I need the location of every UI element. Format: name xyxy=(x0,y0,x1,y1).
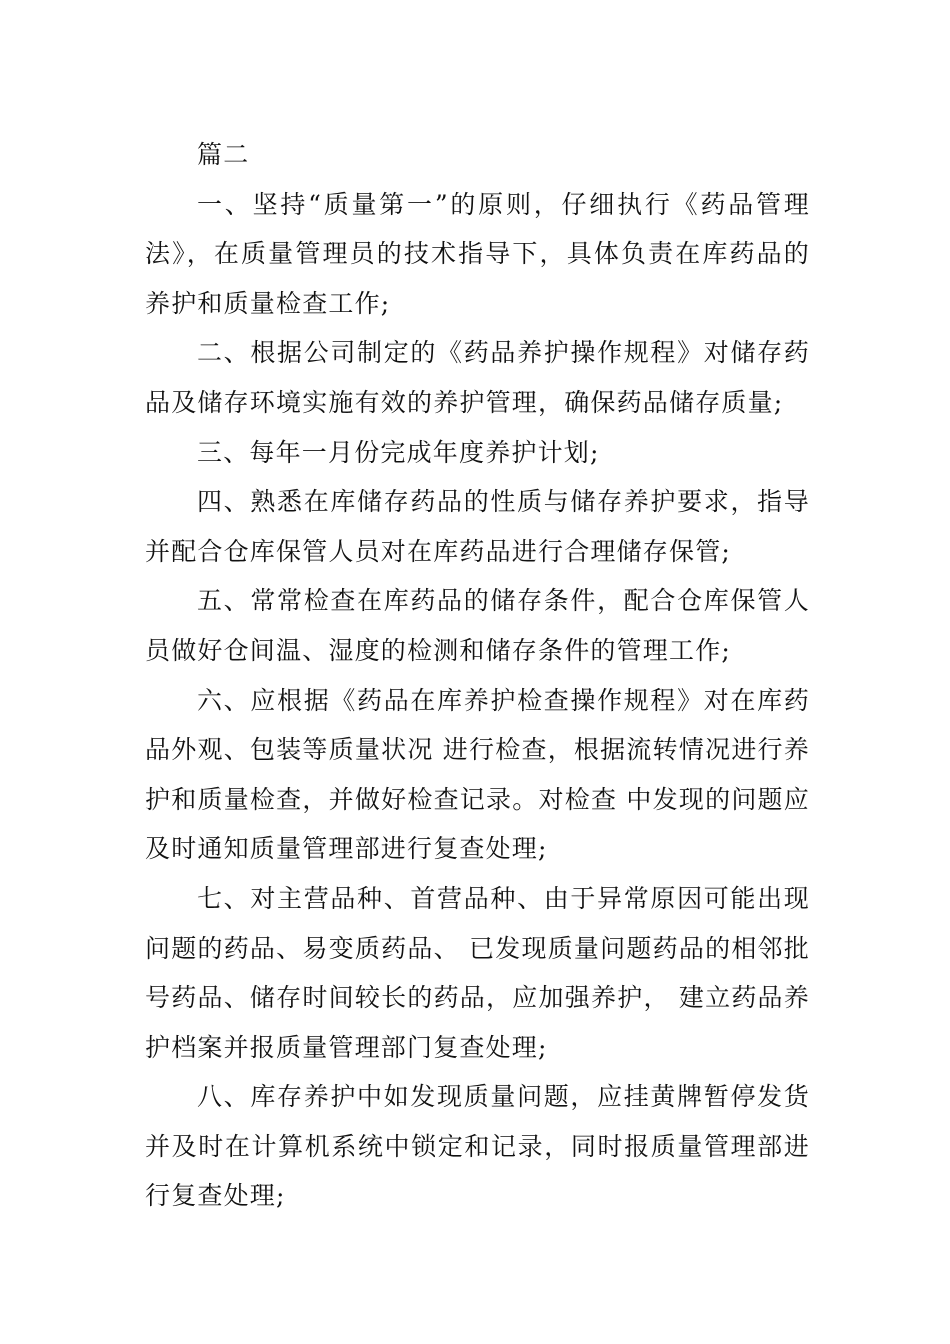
document-body xyxy=(145,130,810,1221)
paragraph-4: 四、熟悉在库储存药品的性质与储存养护要求，指导并配合仓库保管人员对在库药品进行合理储存保管; xyxy=(145,487,810,566)
paragraph-7: 七、对主营品种、首营品种、由于异常原因可能出现问题的药品、易变质药品、 已发现质量问题药品的相邻批号药品、储存时间较长的药品，应加强养护， 建立药品养护档案并报质量管理部门复查处理; xyxy=(145,883,810,1062)
paragraph-2: 二、根据公司制定的《药品养护操作规程》对储存药品及储存环境实施有效的养护管理，确保药品储存质量; xyxy=(145,338,810,417)
paragraph-1: 一、坚持“质量第一”的原则，仔细执行《药品管理法》，在质量管理员的技术指导下，具体负责在库药品的养护和质量检查工作; xyxy=(145,189,810,318)
paragraph-3: 三、每年一月份完成年度养护计划; xyxy=(197,437,600,467)
section-heading: 篇二 xyxy=(197,140,250,169)
paragraph-6: 六、应根据《药品在库养护检查操作规程》对在库药品外观、包装等质量状况 进行检查，根据流转情况进行养护和质量检查，并做好检查记录。对检查 中发现的问题应及时通知质量管理部进行复查处理; xyxy=(145,685,810,864)
paragraph-8: 八、库存养护中如发现质量问题，应挂黄牌暂停发货并及时在计算机系统中锁定和记录，同时报质量管理部进行复查处理; xyxy=(145,1082,810,1211)
paragraph-5: 五、常常检查在库药品的储存条件，配合仓库保管人员做好仓间温、湿度的检测和储存条件的管理工作; xyxy=(145,586,810,665)
